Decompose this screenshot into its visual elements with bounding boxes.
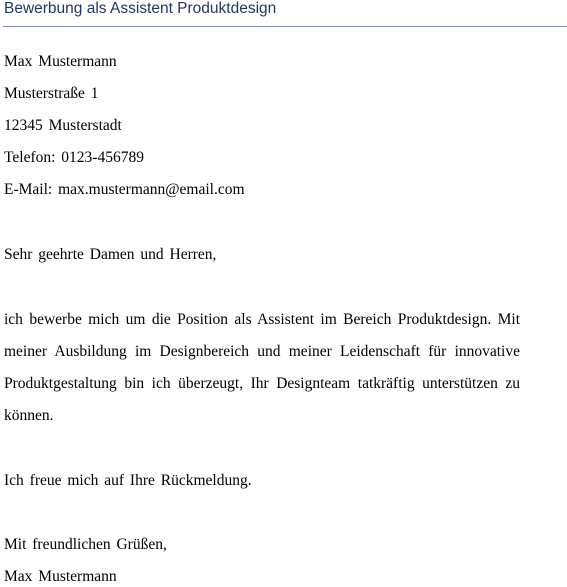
salutation: Sehr geehrte Damen und Herren, [4, 246, 217, 263]
body-line-2: meiner Ausbildung im Designbereich und meiner Leidenschaft für innovative [4, 343, 520, 360]
body-line-1: ich bewerbe mich um die Position als Assistent im Bereich Produktdesign. Mit [4, 311, 520, 328]
sender-email: E-Mail: max.mustermann@email.com [4, 181, 245, 198]
title-underline [3, 26, 567, 27]
sender-name: Max Mustermann [4, 53, 117, 70]
sender-phone: Telefon: 0123-456789 [4, 149, 144, 166]
body-line-3: Produktgestaltung bin ich überzeugt, Ihr Designteam tatkräftig unterstützen zu [4, 375, 520, 392]
body-line-4: können. [4, 407, 54, 424]
closing-line: Ich freue mich auf Ihre Rückmeldung. [4, 472, 252, 489]
sender-street: Musterstraße 1 [4, 85, 99, 102]
signature-name: Max Mustermann [4, 568, 117, 585]
greeting: Mit freundlichen Grüßen, [4, 536, 167, 553]
sender-city: 12345 Musterstadt [4, 117, 122, 134]
document-title: Bewerbung als Assistent Produktdesign [4, 0, 277, 17]
